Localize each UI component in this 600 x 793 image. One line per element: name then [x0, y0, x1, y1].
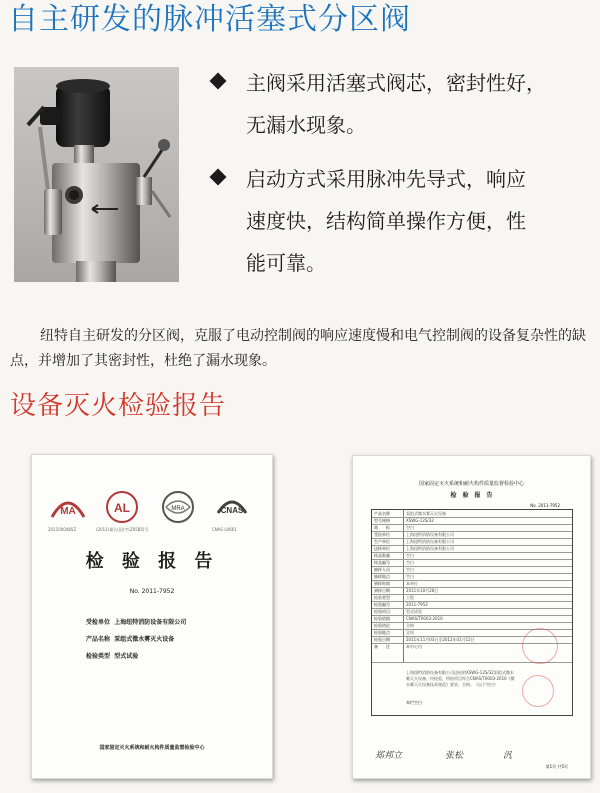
- report-remark: 本栏空白: [406, 700, 422, 705]
- valve-photo: [14, 67, 179, 282]
- field-label: 受检单位: [86, 619, 111, 626]
- row-value: 上海纽特消防设备有限公司: [406, 546, 454, 551]
- row-label: 检验项目: [374, 609, 390, 614]
- cal-logo-icon: [102, 487, 142, 527]
- report-number: No. 2011-7952: [129, 588, 175, 595]
- logo-caption: (2011)量认(国)字(Z0585)号: [96, 527, 149, 532]
- row-value: 空白: [406, 560, 414, 565]
- row-label: 产品名称: [374, 511, 390, 516]
- signature: 汎: [503, 751, 513, 761]
- row-label: 备 注: [374, 644, 390, 649]
- row-label: 检验地点: [374, 630, 390, 635]
- row-label: 受检单位: [374, 532, 390, 537]
- row-value: CNAS/T0003-2010: [406, 616, 443, 621]
- row-label: 检验编号: [374, 602, 390, 607]
- row-value: 上海纽特消防设备有限公司: [406, 539, 454, 544]
- report-page-subheader: 检 验 报 告: [450, 492, 493, 499]
- section-title-report: 设备灭火检验报告: [10, 391, 227, 421]
- report-table: [371, 509, 573, 716]
- row-value: 空白: [406, 525, 414, 530]
- diamond-bullet-icon: [210, 169, 227, 186]
- report-field: [86, 651, 138, 660]
- field-label: 产品名称: [86, 636, 111, 643]
- row-label: 送样单位: [374, 546, 390, 551]
- row-value: XSWG-12S/32: [406, 518, 434, 523]
- row-value: 型式试验: [406, 609, 422, 614]
- report-footer: 国家固定灭火系统和耐火构件质量监督检验中心: [99, 745, 205, 751]
- row-value: 2011年11月03日至2012年01月12日: [406, 637, 475, 642]
- row-label: 样品编号: [374, 560, 390, 565]
- report-conclusion: 上海纽特消防设备有限公司送检的XSWG-12S/32泵组式微水雾灭火设备，经检验，所检项目符合CNAS/T0003-2010《微水雾灭火设备技术规范》要求，合格。（以下空白）: [406, 670, 515, 687]
- row-label: 生产单位: [374, 539, 390, 544]
- field-value: 型式试验: [114, 653, 139, 660]
- svg-text:MRA: MRA: [171, 506, 185, 512]
- report-cover: [31, 454, 273, 779]
- signature: 张松: [445, 751, 464, 761]
- section-title-valve: 自主研发的脉冲活塞式分区阀: [8, 2, 411, 37]
- row-value: 本单位: [406, 581, 418, 586]
- row-label: 检验结论: [374, 623, 390, 628]
- cma-logo-icon: [48, 487, 88, 527]
- feature-line: 启动方式采用脉冲先导式，响应: [246, 167, 526, 191]
- field-value: 泵组式微水雾灭火设备: [114, 636, 175, 643]
- svg-text:CNAS: CNAS: [220, 506, 244, 515]
- report-field: [86, 634, 174, 643]
- row-label: 抽样人员: [374, 567, 390, 572]
- red-stamp-icon: [522, 628, 558, 664]
- row-value: 工程: [406, 595, 414, 600]
- row-value: 2011-7952: [406, 602, 428, 607]
- feature-item: [210, 62, 595, 146]
- row-label: 商 标: [374, 525, 390, 530]
- field-value: 上海纽特消防设备有限公司: [114, 619, 187, 626]
- row-value: 空白: [406, 574, 414, 579]
- svg-text:MA: MA: [60, 506, 76, 517]
- row-label: 检验日期: [374, 637, 390, 642]
- feature-item: [210, 158, 595, 284]
- field-label: 检验类型: [86, 653, 111, 660]
- feature-line: 主阀采用活塞式阀芯，密封性好，: [246, 71, 546, 95]
- row-value: 合格: [406, 623, 414, 628]
- page-indicator: 第1页 共5页: [545, 764, 568, 769]
- feature-line: 无漏水现象。: [246, 113, 366, 137]
- signature: 郑邦立: [375, 751, 403, 761]
- row-value: 空白: [406, 553, 414, 558]
- svg-text:AL: AL: [114, 501, 130, 515]
- report-title: 检 验 报 告: [85, 551, 219, 572]
- ilac-mra-logo-icon: [158, 487, 198, 527]
- row-label: 样品数量: [374, 553, 390, 558]
- feature-line: 能可靠。: [246, 251, 326, 275]
- report-field: [86, 617, 186, 626]
- row-value: 本中心内: [406, 644, 422, 649]
- report-page-number: No. 2011-7952: [530, 503, 560, 508]
- row-label: 到样时间: [374, 581, 390, 586]
- logo-caption: 2011000485Z: [48, 527, 77, 532]
- row-label: 检验依据: [374, 616, 390, 621]
- feature-line: 速度快，结构简单操作方便，性: [246, 209, 526, 233]
- cnas-logo-icon: [212, 487, 252, 527]
- row-label: 到样日期: [374, 588, 390, 593]
- row-value: 泵组式微水雾灭火设备: [406, 511, 446, 516]
- logo-caption: CNAS L0661: [212, 527, 237, 532]
- row-value: 上海纽特消防设备有限公司: [406, 532, 454, 537]
- row-value: 2011年10月28日: [406, 588, 439, 593]
- row-label: 检验类型: [374, 595, 390, 600]
- red-stamp-icon: [522, 675, 554, 707]
- row-value: 全项: [406, 630, 414, 635]
- report-page-header: 国家固定灭火系统和耐火构件质量监督检验中心: [418, 481, 524, 487]
- row-label: 型号规格: [374, 518, 390, 523]
- row-label: 抽样地点: [374, 574, 390, 579]
- certification-logos: [48, 487, 258, 535]
- diamond-bullet-icon: [210, 73, 227, 90]
- row-value: 空白: [406, 567, 414, 572]
- feature-list: [210, 62, 595, 296]
- report-page: [352, 455, 591, 779]
- description-paragraph: 纽特自主研发的分区阀，克服了电动控制阀的响应速度慢和电气控制阀的设备复杂性的缺点，并增加了其密封性，杜绝了漏水现象。: [10, 328, 586, 369]
